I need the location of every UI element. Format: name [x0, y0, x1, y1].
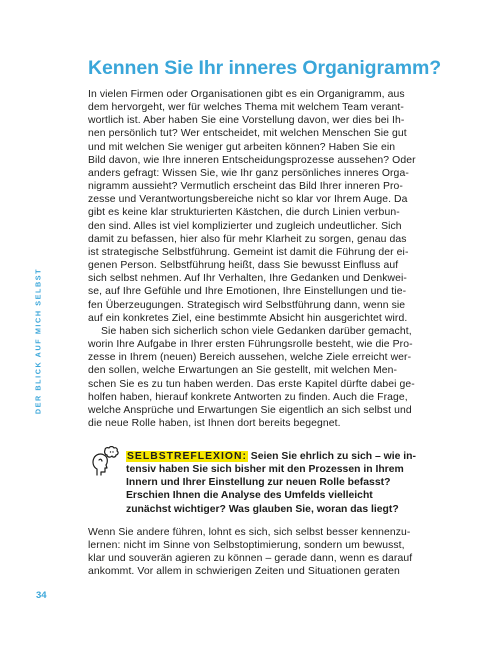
text-line: fen Überzeugungen. Strategisch wird Selbstführung dann, wenn sie [88, 299, 406, 311]
self-reflection-line: Erschien Ihnen die Analyse des Umfelds vielleicht [126, 490, 373, 502]
page-number: 34 [36, 590, 47, 601]
text-line: worin Ihre Aufgabe in Ihrer ersten Führungsrolle besteht, wie die Pro- [88, 339, 413, 351]
self-reflection-line: Innern und Ihrer Einstellung zur neuen Rolle befasst? [126, 477, 391, 489]
self-reflection-text [126, 450, 426, 516]
text-line: anders gefragt: Wissen Sie, wie Ihr ganz persönliches inneres Orga- [88, 167, 409, 179]
page-title: Kennen Sie Ihr inneres Organigramm? [88, 57, 442, 79]
text-line: welche Ansprüche und Erwartungen Sie eigentlich an sich selbst und [88, 404, 412, 416]
text-line: zesse in Ihrem (neuen) Bereich aussehen, welche Ziele erreicht wer- [88, 352, 412, 364]
thought-bubble-head-icon [88, 446, 120, 478]
text-line: klar und souverän agieren zu können – gerade dann, wenn es darauf [88, 553, 413, 565]
paragraph-leadership-role [88, 325, 423, 430]
text-line: In vielen Firmen oder Organisationen gibt es ein Organigramm, aus [88, 89, 405, 100]
self-reflection-first-line-text: Seien Sie ehrlich zu sich – wie in- [247, 451, 416, 462]
paragraph-self-knowledge [88, 526, 423, 579]
text-line: Wenn Sie andere führen, lohnt es sich, sich selbst besser kennenzu- [88, 527, 411, 538]
text-line: nigramm aussieht? Vermutlich erscheint das Bild Ihrer inneren Pro- [88, 181, 403, 193]
text-line: den sind. Alles ist viel komplizierter und zugleich undeutlicher. Sich [88, 220, 402, 232]
text-line: wortlich ist. Aber haben Sie eine Vorstellung davon, wer dies bei Ih- [88, 115, 405, 127]
text-line: Sie haben sich sicherlich schon viele Gedanken darüber gemacht, [101, 326, 412, 337]
text-line: die neue Rolle haben, ist Ihnen dort bereits begegnet. [88, 418, 341, 430]
text-line: den sollen, welche Erwartungen an Sie gestellt, mit welchen Men- [88, 365, 398, 377]
paragraph-intro [88, 88, 423, 325]
text-line: gibt es keine klar strukturierten Kästchen, die durch Linien verbun- [88, 207, 400, 219]
text-line: holfen haben, hierauf konkrete Antworten zu finden. Auch die Frage, [88, 391, 408, 403]
text-line: lernen: nicht im Sinne von Selbstoptimierung, sondern um bewusst, [88, 540, 405, 552]
chapter-side-label: DER BLICK AUF MICH SELBST [33, 267, 43, 415]
self-reflection-line: tensiv haben Sie sich bisher mit den Prozessen in Ihrem [126, 464, 404, 476]
self-reflection-line: zunächst wichtiger? Was glauben Sie, woran das liegt? [126, 503, 399, 515]
text-line: dem hervorgeht, wer für welches Thema mit welchem Team verant- [88, 102, 404, 114]
self-reflection-box [88, 446, 423, 518]
text-line: ankommt. Vor allem in schwierigen Zeiten und Situationen geraten [88, 566, 400, 578]
self-reflection-first-line [126, 450, 426, 463]
text-line: sich selbst nehmen. Auf Ihr Verhalten, Ihre Gedanken und Denkwei- [88, 273, 407, 285]
text-line: Bild davon, wie Ihre inneren Entscheidungsprozesse aussehen? Oder [88, 154, 416, 166]
self-reflection-label: SELBSTREFLEXION: [127, 451, 247, 462]
text-line: auf ein konkretes Ziel, eine bestimmte Absicht hin ausgerichtet wird. [88, 312, 408, 324]
text-line: se, auf Ihre Gefühle und Ihre Emotionen, Ihre Einstellungen und tie- [88, 286, 407, 298]
text-line: ist strategische Selbstführung. Gemeint ist damit die Führung der ei- [88, 246, 409, 258]
text-line: genen Person. Selbstführung heißt, dass Sie bewusst Einfluss auf [88, 260, 399, 272]
text-line: zesse und Verantwortungsbereiche nicht so klar vor Ihrem Auge. Da [88, 194, 408, 206]
text-line: schen Sie es zu tun haben werden. Das erste Kapitel dürfte dabei ge- [88, 378, 415, 390]
text-line: und mit welchen Sie weniger gut arbeiten können? Haben Sie ein [88, 141, 396, 153]
text-line: damit zu befassen, hier also für mehr Klarheit zu sorgen, genau das [88, 233, 407, 245]
text-line: nen persönlich tut? Wer entscheidet, mit welchen Menschen Sie gut [88, 128, 407, 140]
